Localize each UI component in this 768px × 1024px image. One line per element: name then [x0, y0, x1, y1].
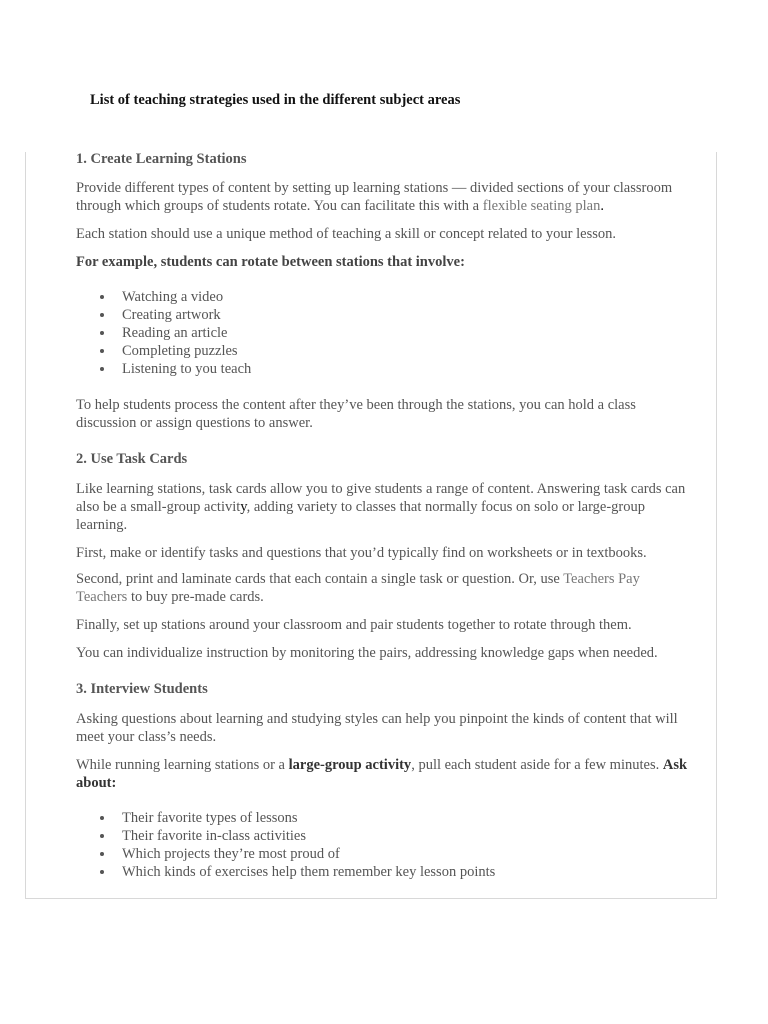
section-2-paragraph-3-text: Second, print and laminate cards that each contain a single task or question. Or, use [76, 571, 564, 587]
section-2-paragraph-1-text: Like learning stations, task cards allow you to give students a range of content. Answering task cards can also be a small-group activit [76, 481, 686, 515]
section-1-paragraph-4: To help students process the content after they’ve been through the stations, you can hold a class discussion or assign questions to answer. [76, 397, 636, 431]
section-1-paragraph-1-text: Provide different types of content by setting up learning stations — divided sections of your classroom through which groups of students rotate. You can facilitate this with a [76, 180, 673, 214]
large-group-activity-text: large-group activity [288, 757, 412, 773]
ask-about-text: Ask about: [76, 757, 688, 791]
section-1-paragraph-1 [76, 179, 691, 215]
section-3-heading: 3. Interview Students [76, 681, 208, 697]
section-2-paragraph-4: Finally, set up stations around your classroom and pair students together to rotate through them. [76, 617, 632, 633]
section-2-paragraph-3 [76, 570, 691, 606]
list-item: Completing puzzles [76, 342, 251, 360]
list-item: Which projects they’re most proud of [76, 845, 495, 863]
section-1-paragraph-1-end: . [600, 198, 604, 214]
section-2-heading: 2. Use Task Cards [76, 451, 188, 467]
section-1-heading: 1. Create Learning Stations [76, 151, 247, 167]
teachers-pay-teachers-link[interactable]: Teachers Pay Teachers [76, 571, 640, 605]
section-2-paragraph-2: First, make or identify tasks and questions that you’d typically find on worksheets or in textbooks. [76, 545, 647, 561]
section-3-paragraph-2 [76, 756, 691, 792]
document-title: List of teaching strategies used in the different subject areas [90, 92, 461, 108]
list-item: Watching a video [76, 288, 251, 306]
list-item: Which kinds of exercises help them remember key lesson points [76, 863, 495, 881]
section-3-paragraph-1: Asking questions about learning and studying styles can help you pinpoint the kinds of content that will meet your class’s needs. [76, 711, 678, 745]
section-2-paragraph-5: You can individualize instruction by monitoring the pairs, addressing knowledge gaps when needed. [76, 645, 658, 661]
section-1-paragraph-2: Each station should use a unique method of teaching a skill or concept related to your lesson. [76, 226, 616, 242]
section-2-paragraph-1-y: y [240, 499, 247, 515]
flexible-seating-plan-link[interactable]: flexible seating plan [482, 198, 601, 214]
list-item: Reading an article [76, 324, 251, 342]
section-2-paragraph-3-end: to buy pre-made cards. [127, 589, 264, 605]
section-1-example-lead: For example, students can rotate between stations that involve: [76, 254, 465, 270]
list-item: Listening to you teach [76, 360, 251, 378]
section-1-station-list [76, 288, 251, 378]
content-box [25, 152, 717, 899]
list-item: Creating artwork [76, 306, 251, 324]
section-3-paragraph-2-mid: , pull each student aside for a few minutes. [411, 757, 663, 773]
list-item: Their favorite in-class activities [76, 827, 495, 845]
section-3-question-list [76, 809, 495, 881]
section-2-paragraph-1 [76, 480, 691, 534]
section-2-paragraph-1-end: , adding variety to classes that normally focus on solo or large-group learning. [76, 499, 645, 533]
section-3-paragraph-2-text: While running learning stations or a [76, 757, 289, 773]
list-item: Their favorite types of lessons [76, 809, 495, 827]
